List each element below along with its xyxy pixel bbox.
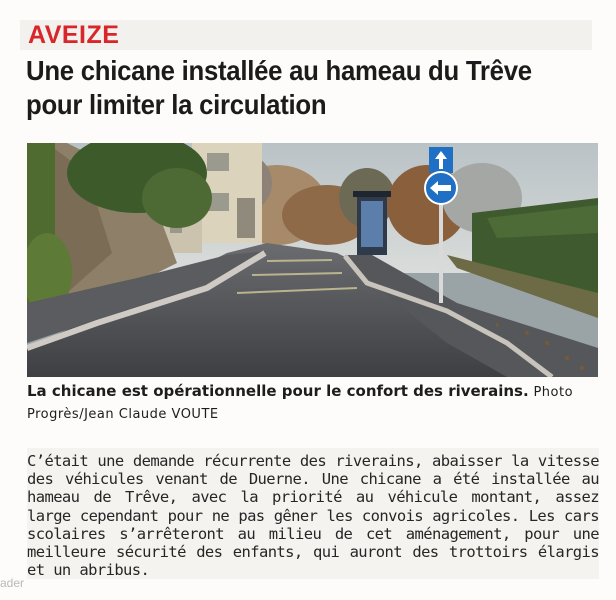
caption-lead: La chicane est opérationnelle pour le confort des riverains. — [27, 382, 529, 400]
bus-shelter — [353, 191, 391, 255]
section-label: AVEIZE — [28, 21, 120, 49]
headline — [26, 54, 560, 122]
photo-credit: Photo Progrès/Jean Claude VOUTE — [27, 385, 574, 422]
body-paragraph: C’était une demande récurrente des riverains, abaisser la vitesse des véhicules venant de Duerne. Une chicane a été installée au hameau de Trêve, avec la priorité au véhicule montant, assez large cependant pour ne pas gêner les convois agricoles. Les cars scolaires s’arrêteront au milieu de cet aménagement, pour une meilleure sécurité des enfants, qui auront des trottoirs élargis et un abribus. — [27, 452, 599, 580]
article-photo — [27, 143, 598, 377]
photo-caption — [27, 381, 597, 425]
watermark: ader — [0, 576, 25, 590]
headline-line-1: Une chicane installée au hameau du Trêve — [26, 55, 532, 86]
headline-line-2: pour limiter la circulation — [26, 89, 327, 120]
article-body — [27, 448, 599, 579]
